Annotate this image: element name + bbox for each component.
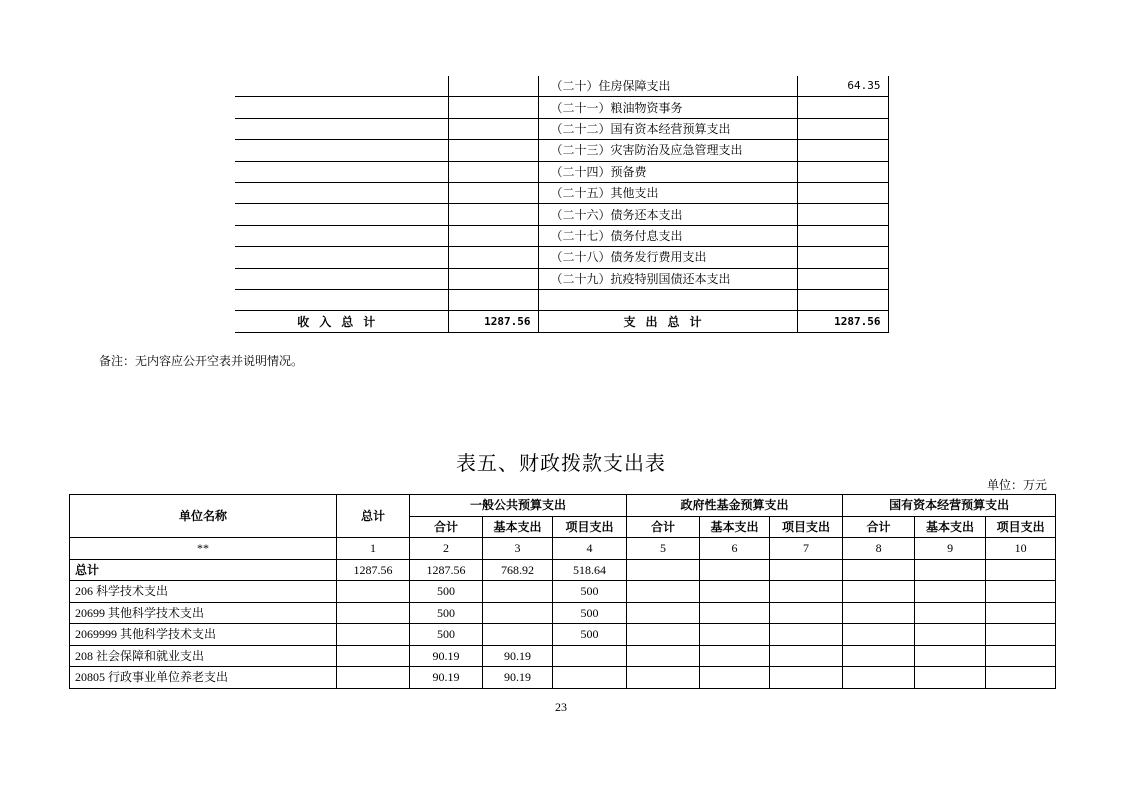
expense-item: （二十四）预备费: [538, 161, 797, 182]
header-sub-basic: 基本支出: [915, 516, 986, 538]
table-row: [235, 289, 888, 310]
table-row: [235, 225, 888, 246]
row-name: 20699 其他科学技术支出: [70, 602, 337, 624]
header-total: 总计: [337, 495, 410, 538]
index-cell: 6: [700, 538, 770, 560]
table-row: [70, 602, 1056, 624]
expense-amount: [797, 97, 888, 118]
cell: [770, 667, 843, 689]
header-sub-project: 项目支出: [770, 516, 843, 538]
cell: [770, 624, 843, 646]
expense-item: （二十二）国有资本经营预算支出: [538, 118, 797, 139]
expense-amount: [797, 289, 888, 310]
expense-amount: [797, 118, 888, 139]
cell: [553, 667, 627, 689]
index-cell: **: [70, 538, 337, 560]
page-number: 23: [555, 700, 567, 714]
cell: 500: [553, 581, 627, 603]
row-name: 总计: [70, 559, 337, 581]
cell: [700, 602, 770, 624]
cell: [483, 624, 553, 646]
index-cell: 7: [770, 538, 843, 560]
cell: 518.64: [553, 559, 627, 581]
expense-total-label: 支出总计: [538, 311, 797, 333]
index-cell: 5: [627, 538, 700, 560]
table-row: [70, 581, 1056, 603]
cell: [986, 624, 1056, 646]
expense-amount: [797, 247, 888, 268]
header-sub-project: 项目支出: [986, 516, 1056, 538]
table-row: [235, 204, 888, 225]
expense-total-value: 1287.56: [797, 311, 888, 333]
expense-amount: [797, 268, 888, 289]
table-row: [70, 667, 1056, 689]
cell: [843, 581, 915, 603]
unit-label: 单位：万元: [986, 478, 1047, 492]
index-cell: 3: [483, 538, 553, 560]
header-unit-name: 单位名称: [70, 495, 337, 538]
expense-amount: [797, 140, 888, 161]
index-cell: 1: [337, 538, 410, 560]
cell: 500: [410, 602, 483, 624]
cell: [843, 624, 915, 646]
expense-amount: 64.35: [797, 76, 888, 97]
cell: [986, 667, 1056, 689]
table-row: [70, 624, 1056, 646]
cell: [627, 667, 700, 689]
cell: [627, 602, 700, 624]
expense-item: （二十五）其他支出: [538, 182, 797, 203]
cell-total: [337, 602, 410, 624]
cell: [986, 602, 1056, 624]
cell: [483, 581, 553, 603]
cell: [915, 559, 986, 581]
table-title: 表五、财政拨款支出表: [456, 451, 666, 475]
cell: [915, 581, 986, 603]
cell: [986, 645, 1056, 667]
cell: [627, 624, 700, 646]
header-state-capital-budget: 国有资本经营预算支出: [843, 495, 1056, 517]
cell: [700, 624, 770, 646]
cell: [700, 667, 770, 689]
cell: [843, 667, 915, 689]
cell: 1287.56: [410, 559, 483, 581]
table-row: [70, 559, 1056, 581]
cell: 500: [410, 624, 483, 646]
cell: [627, 645, 700, 667]
expense-item: （二十九）抗疫特别国债还本支出: [538, 268, 797, 289]
cell: [770, 559, 843, 581]
index-cell: 9: [915, 538, 986, 560]
cell: [700, 559, 770, 581]
income-expense-summary-table: [235, 76, 889, 333]
expense-item: （二十七）债务付息支出: [538, 225, 797, 246]
table-row: [235, 76, 888, 97]
cell-total: [337, 667, 410, 689]
cell: [915, 624, 986, 646]
expense-item: （二十）住房保障支出: [538, 76, 797, 97]
cell: [700, 645, 770, 667]
cell: 90.19: [410, 667, 483, 689]
cell: 500: [410, 581, 483, 603]
cell: [627, 581, 700, 603]
cell: [986, 581, 1056, 603]
table-row: [70, 645, 1056, 667]
cell: 90.19: [483, 645, 553, 667]
cell: 500: [553, 602, 627, 624]
index-cell: 4: [553, 538, 627, 560]
cell: [843, 645, 915, 667]
expense-item: （二十八）债务发行费用支出: [538, 247, 797, 268]
cell: [915, 645, 986, 667]
income-total-value: 1287.56: [448, 311, 538, 333]
expense-amount: [797, 204, 888, 225]
total-row: [235, 311, 888, 333]
expense-amount: [797, 182, 888, 203]
expense-item: [538, 289, 797, 310]
cell: [627, 559, 700, 581]
cell: [483, 602, 553, 624]
footnote: 备注：无内容应公开空表并说明情况。: [99, 354, 304, 368]
cell: [986, 559, 1056, 581]
expense-item: （二十三）灾害防治及应急管理支出: [538, 140, 797, 161]
cell: [700, 581, 770, 603]
header-gov-fund-budget: 政府性基金预算支出: [627, 495, 843, 517]
table-row: [235, 182, 888, 203]
table-row: [235, 268, 888, 289]
income-total-label: 收入总计: [235, 311, 448, 333]
header-sub-total: 合计: [627, 516, 700, 538]
cell: [770, 645, 843, 667]
table-row: [235, 118, 888, 139]
cell: 500: [553, 624, 627, 646]
cell: [770, 602, 843, 624]
expense-amount: [797, 161, 888, 182]
expense-item: （二十一）粮油物资事务: [538, 97, 797, 118]
row-name: 208 社会保障和就业支出: [70, 645, 337, 667]
index-cell: 2: [410, 538, 483, 560]
cell: [915, 602, 986, 624]
row-name: 20805 行政事业单位养老支出: [70, 667, 337, 689]
header-sub-total: 合计: [410, 516, 483, 538]
index-row: [70, 538, 1056, 560]
table-row: [235, 97, 888, 118]
cell: 90.19: [483, 667, 553, 689]
cell-total: [337, 581, 410, 603]
expense-item: （二十六）债务还本支出: [538, 204, 797, 225]
cell: [915, 667, 986, 689]
expense-amount: [797, 225, 888, 246]
table-row: [235, 161, 888, 182]
table-row: [235, 247, 888, 268]
cell-total: [337, 624, 410, 646]
cell: 768.92: [483, 559, 553, 581]
header-sub-basic: 基本支出: [483, 516, 553, 538]
index-cell: 8: [843, 538, 915, 560]
header-general-budget: 一般公共预算支出: [410, 495, 627, 517]
table-row: [235, 140, 888, 161]
fiscal-appropriation-expense-table: [69, 494, 1056, 689]
cell: 90.19: [410, 645, 483, 667]
header-sub-total: 合计: [843, 516, 915, 538]
cell: [843, 559, 915, 581]
cell: [770, 581, 843, 603]
header-sub-basic: 基本支出: [700, 516, 770, 538]
row-name: 2069999 其他科学技术支出: [70, 624, 337, 646]
cell: [843, 602, 915, 624]
cell-total: 1287.56: [337, 559, 410, 581]
index-cell: 10: [986, 538, 1056, 560]
header-sub-project: 项目支出: [553, 516, 627, 538]
header-row: [70, 495, 1056, 517]
cell: [553, 645, 627, 667]
row-name: 206 科学技术支出: [70, 581, 337, 603]
cell-total: [337, 645, 410, 667]
